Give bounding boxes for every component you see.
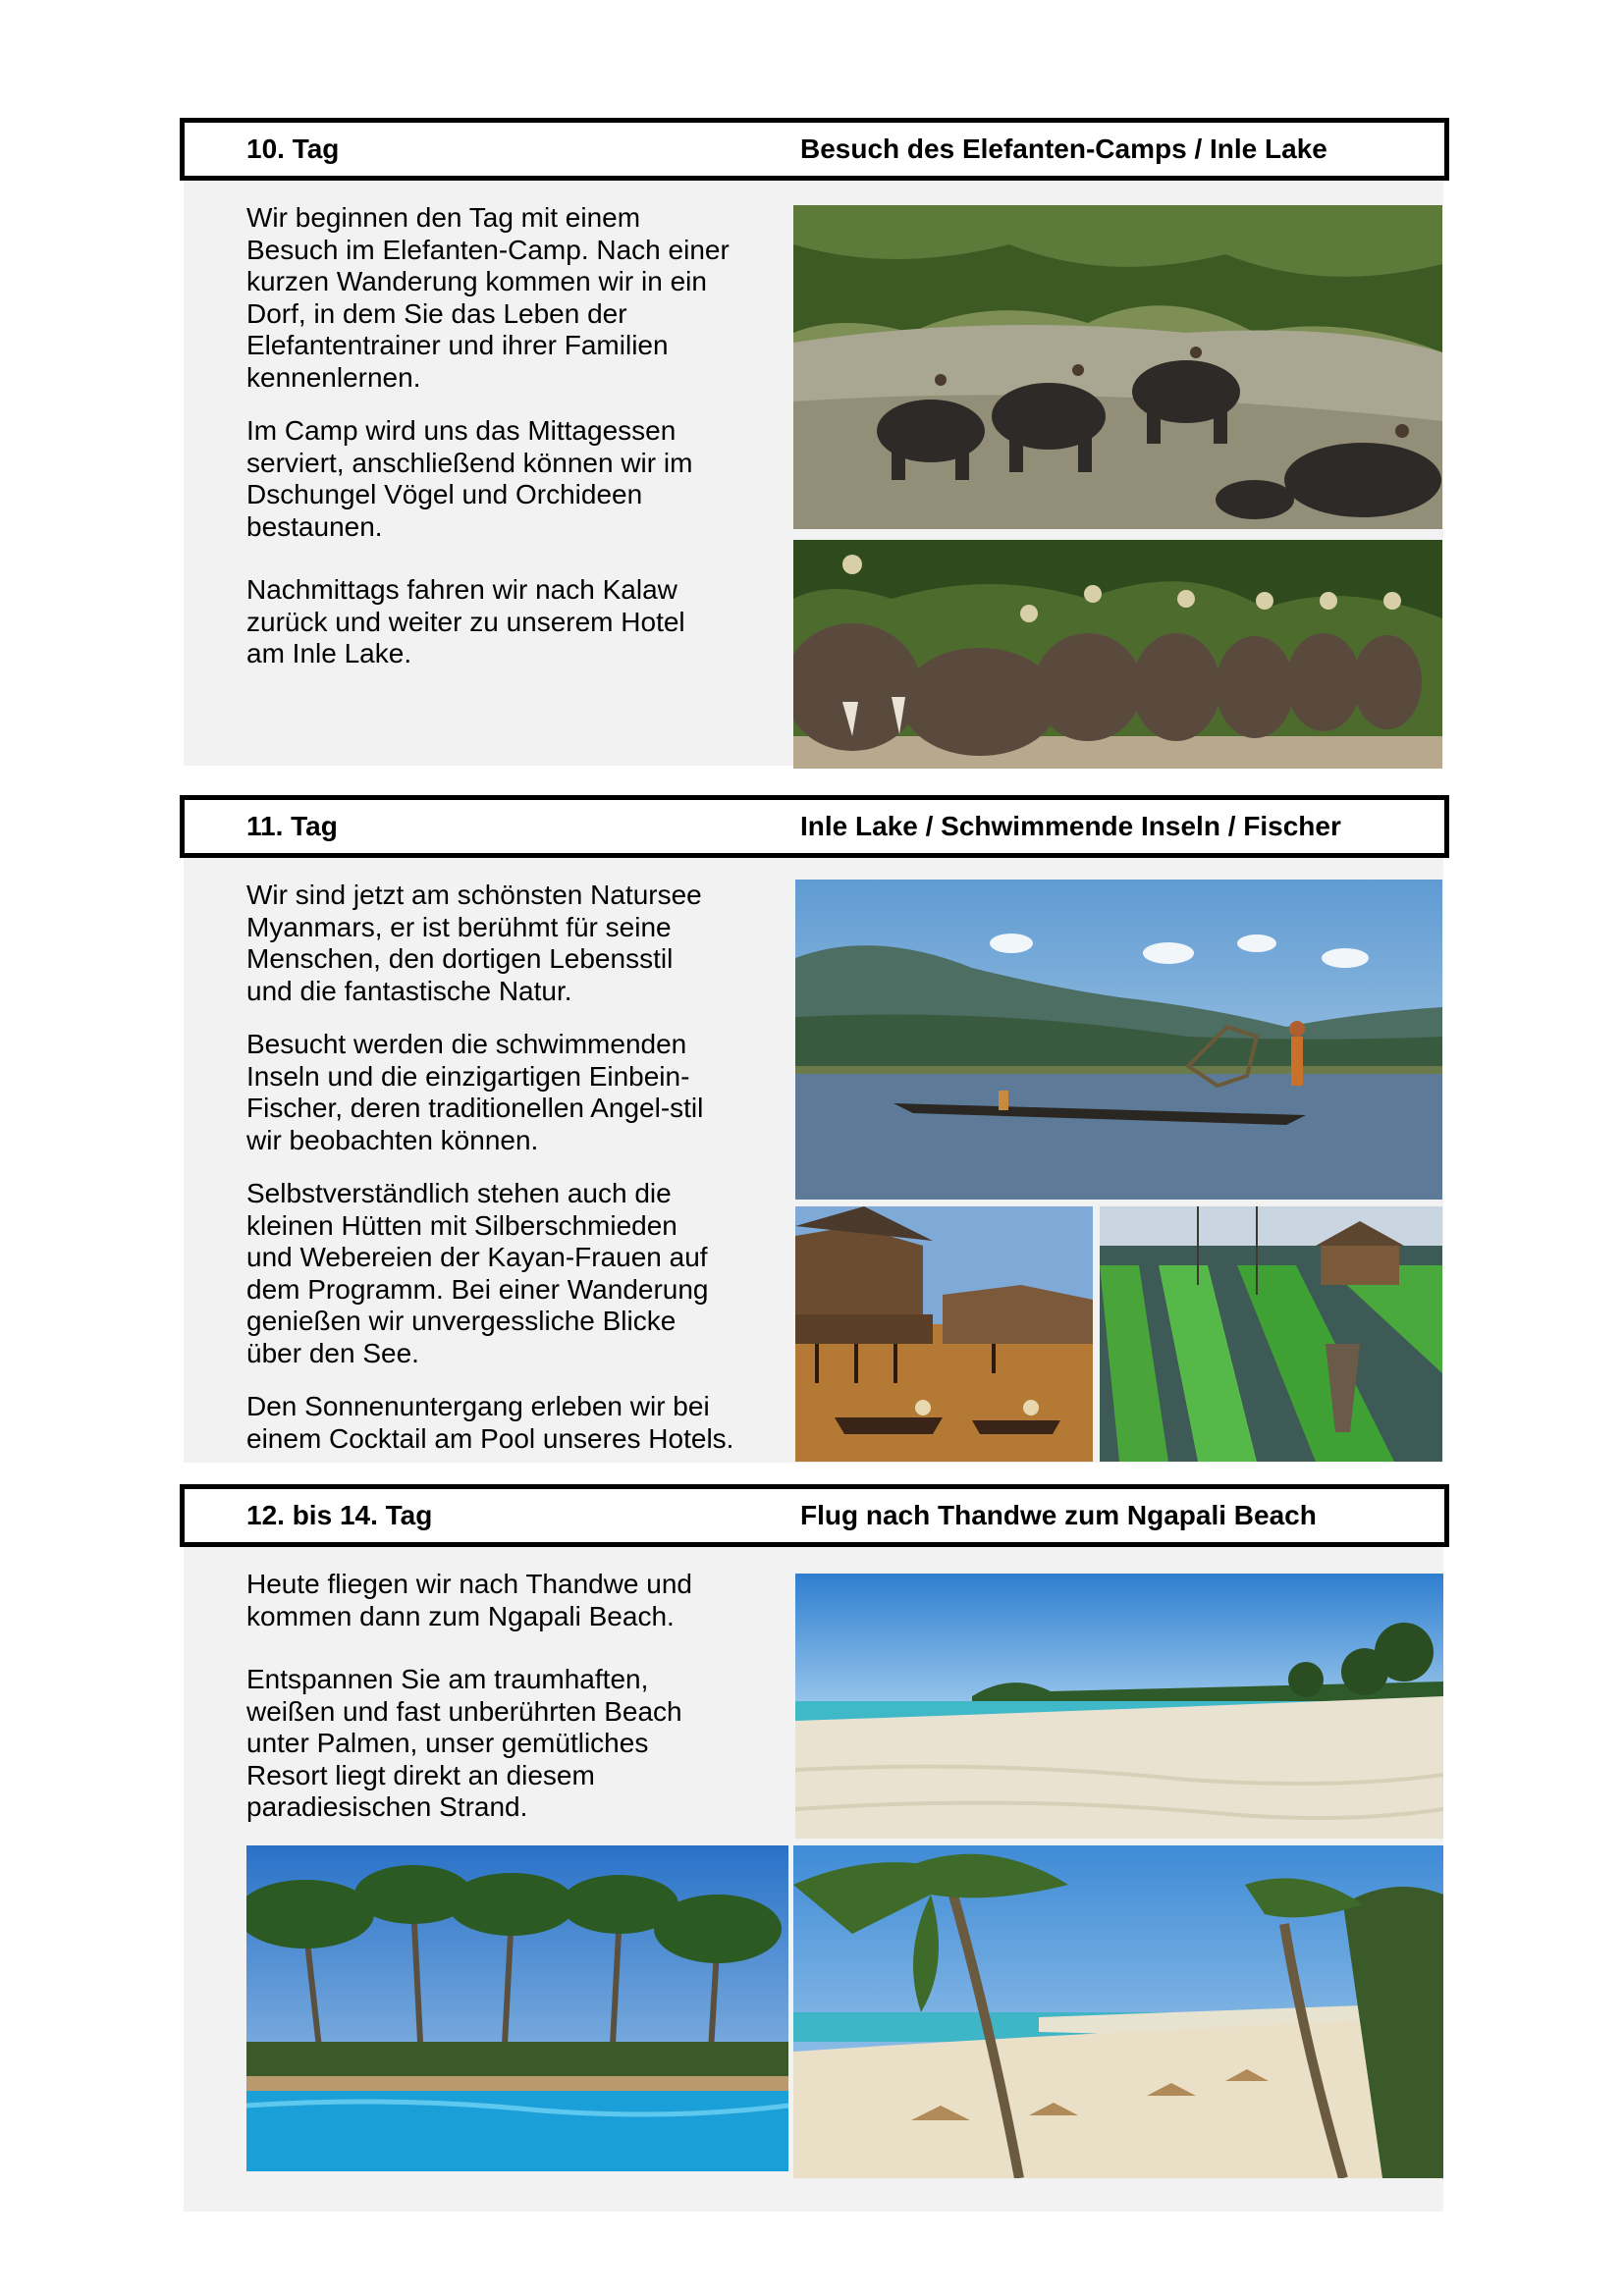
day-title: Flug nach Thandwe zum Ngapali Beach bbox=[800, 1500, 1317, 1530]
day-label: 12. bis 14. Tag bbox=[246, 1500, 433, 1530]
paragraph: Nachmittags fahren wir nach Kalaw zurück und weiter zu unserem Hotel am Inle Lake. bbox=[246, 574, 685, 668]
paragraph: Entspannen Sie am traumhaften, weißen und fast unberührten Beach unter Palmen, unser gemütliches Resort liegt direkt an diesem paradiesischen Strand. bbox=[246, 1664, 682, 1822]
paragraph: Im Camp wird uns das Mittagessen serviert, anschließend können wir im Dschungel Vögel und Orchideen bestaunen. bbox=[246, 415, 693, 542]
paragraph: Besucht werden die schwimmenden Inseln und die einzigartigen Einbein-Fischer, deren traditionellen Angel-stil wir beobachten können. bbox=[246, 1029, 704, 1155]
paragraph: Selbstverständlich stehen auch die kleinen Hütten mit Silberschmieden und Webereien der Kayan-Frauen auf dem Programm. Bei einer Wanderung genießen wir unvergessliche Blicke über den See. bbox=[246, 1178, 709, 1368]
day-title: Inle Lake / Schwimmende Inseln / Fischer bbox=[800, 811, 1341, 841]
floating-gardens-photo bbox=[1100, 1206, 1442, 1462]
day-label: 11. Tag bbox=[246, 811, 338, 841]
pool-resort-photo bbox=[246, 1845, 788, 2171]
paragraph: Wir sind jetzt am schönsten Natursee Myanmars, er ist berühmt für seine Menschen, den dortigen Lebensstil und die fantastische Natur. bbox=[246, 880, 702, 1006]
lake-fisherman-photo bbox=[795, 880, 1442, 1200]
section-day-10-header bbox=[180, 118, 1449, 181]
section-day-12-14-text bbox=[246, 1569, 757, 1845]
stilt-houses-photo bbox=[795, 1206, 1093, 1462]
elephants-line-photo bbox=[793, 540, 1442, 769]
day-label: 10. Tag bbox=[246, 133, 340, 164]
elephants-river-photo bbox=[793, 205, 1442, 529]
paragraph: Heute fliegen wir nach Thandwe und kommen dann zum Ngapali Beach. bbox=[246, 1569, 693, 1631]
section-day-10-text bbox=[246, 202, 757, 692]
paragraph: Wir beginnen den Tag mit einem Besuch im Elefanten-Camp. Nach einer kurzen Wanderung kommen wir in ein Dorf, in dem Sie das Leben der Elefantentrainer und ihrer Familien kennenlernen. bbox=[246, 202, 730, 393]
day-title: Besuch des Elefanten-Camps / Inle Lake bbox=[800, 133, 1327, 164]
section-day-12-14-header bbox=[180, 1484, 1449, 1547]
beach-wide-photo bbox=[795, 1574, 1443, 1839]
palm-beach-photo bbox=[793, 1845, 1443, 2178]
section-day-11-header bbox=[180, 795, 1449, 858]
paragraph: Den Sonnenuntergang erleben wir bei einem Cocktail am Pool unseres Hotels. bbox=[246, 1391, 734, 1454]
section-day-11-text bbox=[246, 880, 757, 1476]
